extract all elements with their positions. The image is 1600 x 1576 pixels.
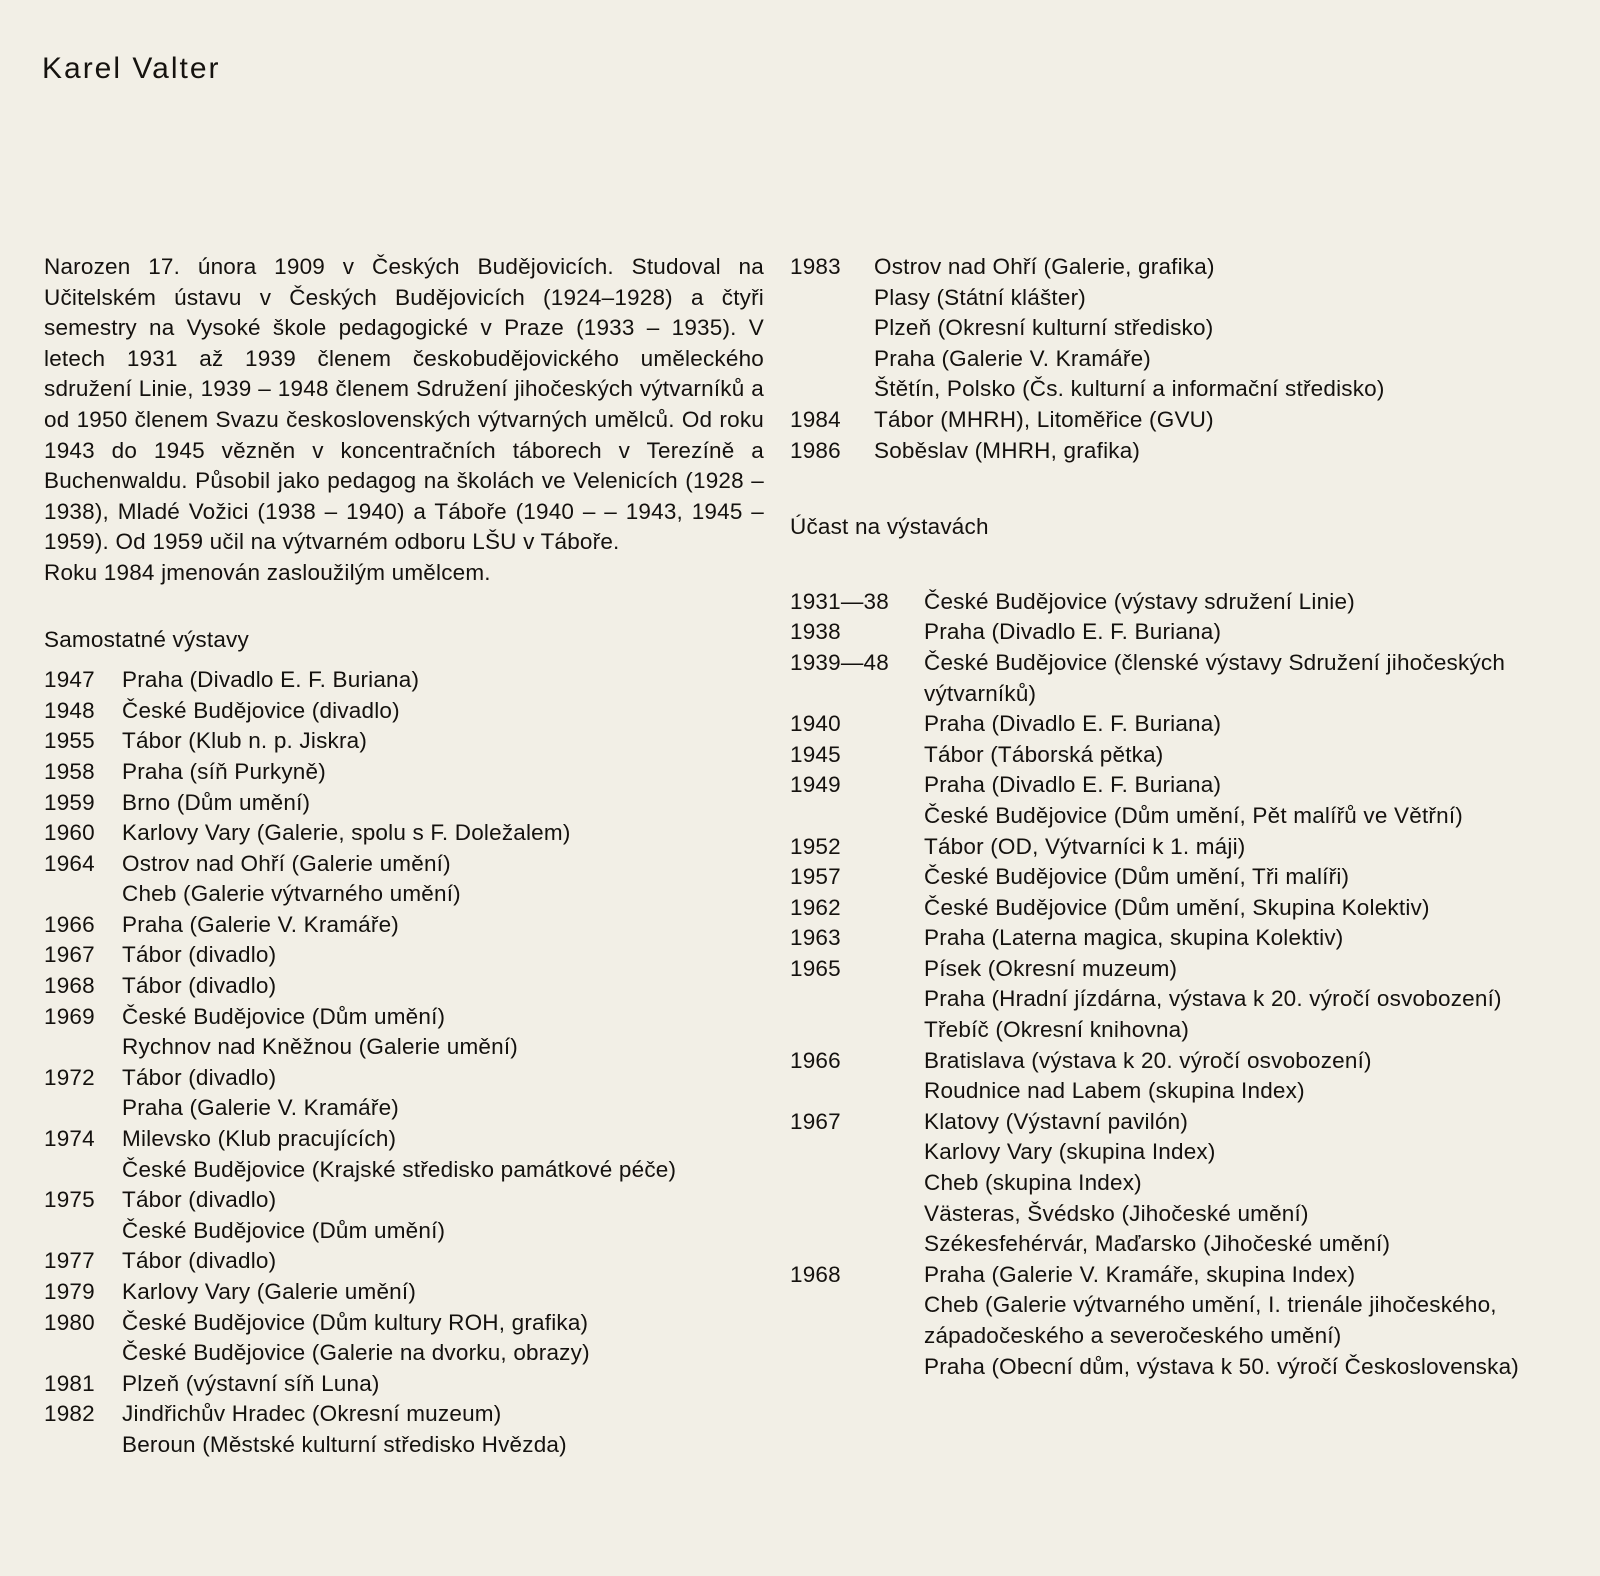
entry-text: Písek (Okresní muzeum) <box>924 955 1178 981</box>
entry-text: Jindřichův Hradec (Okresní muzeum) <box>122 1401 502 1427</box>
list-item <box>790 1168 1550 1199</box>
entry-text: Rychnov nad Kněžnou (Galerie umění) <box>122 1034 518 1060</box>
entry-text: Karlovy Vary (skupina Index) <box>924 1139 1216 1165</box>
entry-text: Plasy (Státní klášter) <box>874 284 1086 310</box>
entry-text: Västeras, Švédsko (Jihočeské umění) <box>924 1200 1309 1226</box>
entry-year: 1955 <box>44 728 95 754</box>
list-item <box>44 788 764 819</box>
list-item <box>44 1124 764 1155</box>
list-item <box>790 648 1550 709</box>
list-item <box>44 1308 764 1339</box>
biography-paragraph: Narozen 17. února 1909 v Českých Budějovicích. Studoval na Učitelském ústavu v Českých Budějovicích (1924–1928) a čtyři semestry na Vysoké škole pedagogické v Praze (1933 – 1935). V letech 1931 až 1939 členem českobudějovického uměleckého sdružení Linie, 1939 – 1948 členem Sdružení jihočeských výtvarníků a od 1950 členem Svazu československých výtvarných umělců. Od roku 1943 do 1945 vězněn v koncentračních táborech v Terezíně a Buchenwaldu. Působil jako pedagog na školách ve Velenicích (1928 – 1938), Mladé Vožici (1938 – 1940) a Táboře (1940 – – 1943, 1945 – 1959). Od 1959 učil na výtvarném odboru LŠU v Táboře. <box>44 254 764 555</box>
entry-text: Karlovy Vary (Galerie, spolu s F. Doležalem) <box>122 820 571 846</box>
list-item <box>790 344 1550 375</box>
entry-text: Cheb (Galerie výtvarného umění, I. trienále jihočeského, západočeského a severočeského umění) <box>924 1292 1497 1348</box>
list-item <box>790 587 1550 618</box>
list-item <box>790 252 1550 283</box>
entry-year: 1975 <box>44 1187 95 1213</box>
entry-year: 1967 <box>44 942 95 968</box>
entry-text: Brno (Dům umění) <box>122 789 311 815</box>
entry-text: České Budějovice (Dům kultury ROH, grafika) <box>122 1309 589 1335</box>
entry-text: Ostrov nad Ohří (Galerie umění) <box>122 850 451 876</box>
entry-text: České Budějovice (divadlo) <box>122 697 400 723</box>
solo-exhibitions-list-left <box>44 665 764 1460</box>
list-item <box>44 1063 764 1094</box>
list-item <box>790 709 1550 740</box>
list-item <box>44 1246 764 1277</box>
entry-text: České Budějovice (Dům umění) <box>122 1003 446 1029</box>
entry-year: 1963 <box>790 925 841 951</box>
solo-exhibitions-heading: Samostatné výstavy <box>44 626 249 652</box>
list-item <box>790 954 1550 985</box>
list-item <box>790 801 1550 832</box>
list-item <box>44 940 764 971</box>
list-item <box>44 1093 764 1124</box>
list-item <box>44 1277 764 1308</box>
entry-text: Třebíč (Okresní knihovna) <box>924 1017 1190 1043</box>
entry-year: 1964 <box>44 850 95 876</box>
participation-list <box>790 587 1550 1382</box>
biography-block <box>44 252 764 589</box>
entry-year: 1939—48 <box>790 649 889 675</box>
entry-text: Cheb (skupina Index) <box>924 1170 1142 1196</box>
entry-text: Tábor (divadlo) <box>122 1187 277 1213</box>
entry-year: 1967 <box>790 1108 841 1134</box>
entry-text: Beroun (Městské kulturní středisko Hvězda) <box>122 1431 567 1457</box>
entry-text: Karlovy Vary (Galerie umění) <box>122 1279 417 1304</box>
entry-text: Székesfehérvár, Maďarsko (Jihočeské umění) <box>924 1231 1391 1257</box>
entry-year: 1949 <box>790 772 841 798</box>
list-item <box>790 1199 1550 1230</box>
list-item <box>790 1076 1550 1107</box>
entry-text: Praha (síň Purkyně) <box>122 758 326 784</box>
entry-year: 1968 <box>44 973 95 999</box>
entry-text: Tábor (Klub n. p. Jiskra) <box>122 728 368 754</box>
list-item <box>44 1216 764 1247</box>
participation-heading: Účast na výstavách <box>790 514 989 540</box>
list-item <box>44 1369 764 1400</box>
entry-year: 1952 <box>790 833 841 859</box>
entry-year: 1947 <box>44 667 95 693</box>
list-item <box>790 1290 1550 1351</box>
section-spacer <box>790 466 1550 512</box>
left-column <box>44 252 764 1461</box>
list-item <box>790 893 1550 924</box>
list-item <box>790 832 1550 863</box>
entry-year: 1979 <box>44 1279 95 1304</box>
list-item <box>790 984 1550 1015</box>
list-item <box>44 971 764 1002</box>
list-item <box>44 757 764 788</box>
list-item <box>44 726 764 757</box>
entry-text: Plzeň (výstavní síň Luna) <box>122 1370 380 1396</box>
entry-text: Ostrov nad Ohří (Galerie, grafika) <box>874 254 1215 279</box>
entry-text: Cheb (Galerie výtvarného umění) <box>122 881 461 907</box>
list-item <box>44 879 764 910</box>
heading-spacer <box>790 553 1550 587</box>
list-item <box>44 1002 764 1033</box>
list-item <box>790 1260 1550 1291</box>
entry-year: 1969 <box>44 1003 95 1029</box>
list-item <box>44 1338 764 1369</box>
entry-year: 1983 <box>790 254 841 279</box>
list-item <box>790 1352 1550 1383</box>
entry-text: České Budějovice (výstavy sdružení Linie) <box>924 588 1355 614</box>
solo-exhibitions-list-right <box>790 252 1550 466</box>
list-item <box>790 770 1550 801</box>
entry-year: 1938 <box>790 619 841 645</box>
list-item <box>790 1046 1550 1077</box>
entry-year: 1966 <box>790 1047 841 1073</box>
entry-year: 1980 <box>44 1309 95 1335</box>
entry-text: Praha (Galerie V. Kramáře) <box>122 911 399 937</box>
list-item <box>790 1229 1550 1260</box>
list-item <box>790 436 1550 467</box>
entry-text: Praha (Divadlo E. F. Buriana) <box>924 619 1222 645</box>
entry-text: České Budějovice (Dům umění) <box>122 1217 446 1243</box>
entry-text: Tábor (divadlo) <box>122 1248 277 1274</box>
list-item <box>790 923 1550 954</box>
list-item <box>44 696 764 727</box>
entry-year: 1940 <box>790 711 841 737</box>
entry-year: 1977 <box>44 1248 95 1274</box>
entry-year: 1986 <box>790 437 841 463</box>
entry-year: 1981 <box>44 1370 95 1396</box>
entry-text: Praha (Divadlo E. F. Buriana) <box>122 667 420 693</box>
entry-text: České Budějovice (členské výstavy Sdružení jihočeských výtvarníků) <box>924 649 1506 706</box>
biography-note: Roku 1984 jmenován zasloužilým umělcem. <box>44 559 491 585</box>
entry-year: 1957 <box>790 864 841 890</box>
list-item <box>44 1399 764 1430</box>
list-item <box>44 849 764 880</box>
entry-text: Praha (Divadlo E. F. Buriana) <box>924 772 1222 798</box>
entry-text: Roudnice nad Labem (skupina Index) <box>924 1078 1305 1104</box>
entry-year: 1958 <box>44 758 95 784</box>
list-item <box>44 1032 764 1063</box>
entry-year: 1974 <box>44 1126 95 1152</box>
list-item <box>790 617 1550 648</box>
list-item <box>790 405 1550 436</box>
entry-text: Praha (Galerie V. Kramáře, skupina Index) <box>924 1261 1356 1287</box>
list-item <box>790 283 1550 314</box>
entry-year: 1948 <box>44 697 95 723</box>
list-item <box>44 665 764 696</box>
list-item <box>790 374 1550 405</box>
entry-year: 1984 <box>790 406 841 432</box>
entry-text: Tábor (divadlo) <box>122 1064 277 1090</box>
list-item <box>790 1107 1550 1138</box>
entry-text: Plzeň (Okresní kulturní středisko) <box>874 315 1214 341</box>
entry-text: České Budějovice (Dům umění, Pět malířů ve Větřní) <box>924 802 1463 828</box>
list-item <box>44 1155 764 1186</box>
entry-year: 1982 <box>44 1401 95 1427</box>
entry-text: Soběslav (MHRH, grafika) <box>874 437 1141 463</box>
entry-text: České Budějovice (Dům umění, Skupina Kolektiv) <box>924 894 1430 920</box>
entry-text: Praha (Obecní dům, výstava k 50. výročí Československa) <box>924 1353 1519 1379</box>
list-item <box>44 1185 764 1216</box>
entry-text: České Budějovice (Dům umění, Tři malíři) <box>924 864 1350 890</box>
entry-text: Praha (Galerie V. Kramáře) <box>874 345 1151 371</box>
list-item <box>790 862 1550 893</box>
entry-text: Praha (Hradní jízdárna, výstava k 20. výročí osvobození) <box>924 986 1502 1012</box>
entry-text: Praha (Galerie V. Kramáře) <box>122 1095 399 1121</box>
entry-year: 1962 <box>790 894 841 920</box>
entry-text: Tábor (Táborská pětka) <box>924 741 1164 767</box>
entry-text: Praha (Laterna magica, skupina Kolektiv) <box>924 925 1344 951</box>
entry-year: 1972 <box>44 1064 95 1090</box>
entry-text: Klatovy (Výstavní pavilón) <box>924 1108 1189 1134</box>
list-item <box>790 1137 1550 1168</box>
list-item <box>790 740 1550 771</box>
entry-text: Milevsko (Klub pracujících) <box>122 1126 397 1152</box>
entry-year: 1931—38 <box>790 588 889 614</box>
entry-text: Tábor (OD, Výtvarníci k 1. máji) <box>924 833 1246 859</box>
entry-text: Tábor (divadlo) <box>122 973 277 999</box>
list-item <box>790 313 1550 344</box>
entry-text: Tábor (MHRH), Litoměřice (GVU) <box>874 406 1214 432</box>
entry-text: Bratislava (výstava k 20. výročí osvobození) <box>924 1047 1372 1073</box>
list-item <box>44 910 764 941</box>
entry-year: 1945 <box>790 741 841 767</box>
list-item <box>44 818 764 849</box>
entry-year: 1965 <box>790 955 841 981</box>
page-title: Karel Valter <box>42 52 221 85</box>
entry-text: Štětín, Polsko (Čs. kulturní a informační středisko) <box>874 376 1385 402</box>
entry-year: 1968 <box>790 1261 841 1287</box>
entry-year: 1966 <box>44 911 95 937</box>
entry-year: 1959 <box>44 789 95 815</box>
entry-text: České Budějovice (Galerie na dvorku, obrazy) <box>122 1340 590 1366</box>
entry-text: Tábor (divadlo) <box>122 942 277 968</box>
list-item <box>44 1430 764 1461</box>
right-column <box>790 252 1550 1382</box>
list-item <box>790 1015 1550 1046</box>
entry-text: Praha (Divadlo E. F. Buriana) <box>924 711 1222 737</box>
entry-text: České Budějovice (Krajské středisko památkové péče) <box>122 1156 677 1182</box>
entry-year: 1960 <box>44 820 95 846</box>
